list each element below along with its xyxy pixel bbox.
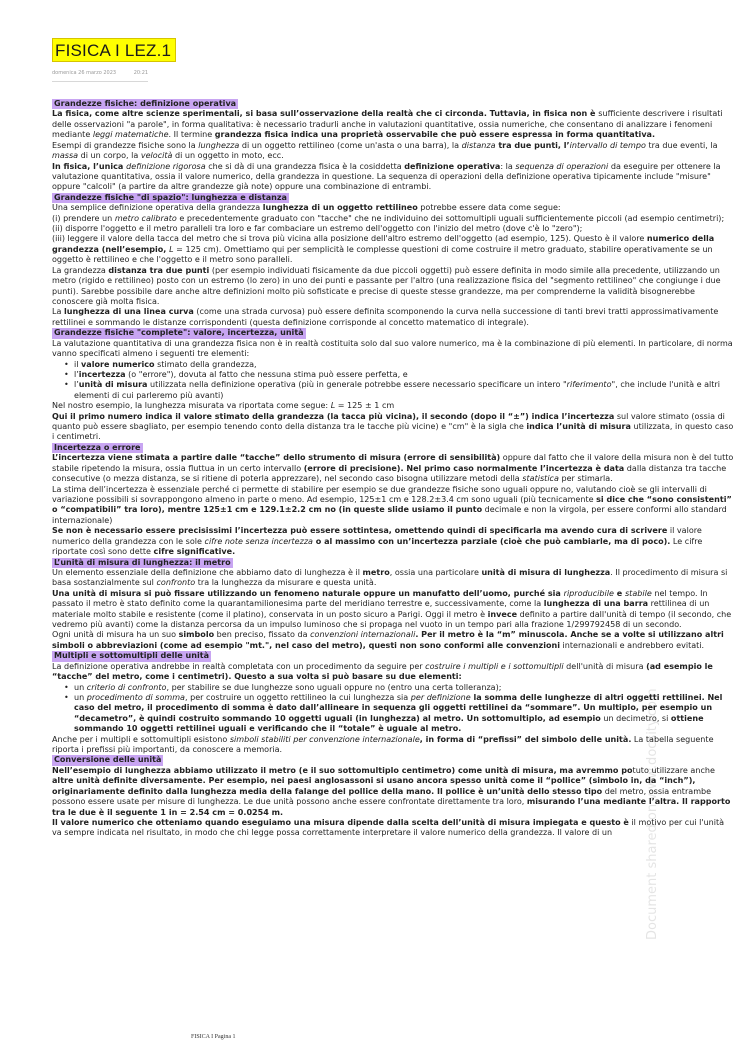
text-run: dalla distanza tra tacche consecutive (o mezza distanza, se si ritiene di poterla apprezzare), nel secondo caso bisogna utilizzare metodi della — [52, 463, 727, 484]
section-heading: Grandezze fisiche: definizione operativa — [54, 99, 237, 108]
page-title: FISICA I LEZ.1 — [52, 38, 176, 62]
text-run: si dice che “sono consistenti” o “compatibili” tra loro), mentre 125±1 cm e 129.1±2.2 cm no (in queste slide usiamo il punto — [52, 494, 732, 515]
text-run: L — [330, 401, 336, 411]
bullet-item — [66, 360, 736, 370]
text-run: cifre significative. — [153, 547, 236, 557]
bullet-item — [66, 693, 736, 735]
text-run: di un oggetto in moto, ecc. — [172, 151, 284, 161]
text-run: sequenza di operazioni — [515, 161, 609, 171]
text-run: confronto — [156, 578, 196, 588]
text-run: : la — [500, 161, 516, 171]
text-run: simbolo — [178, 630, 215, 640]
text-run: indica l’unità di misura — [526, 422, 631, 432]
text-run: procedimento di somma — [86, 692, 185, 702]
section-heading-row — [52, 651, 736, 661]
text-run: che si dà di una grandezza fisica è la cosiddetta — [205, 161, 405, 171]
text-run: (ii) disporre l'oggetto e il metro paralleli tra loro e far combaciare un estremo dell'oggetto con l'inizio del metro (dove c'è lo "zero"); — [52, 224, 583, 234]
note-date: domenica 26 marzo 2023 — [52, 70, 117, 76]
text-run: tra due eventi, la — [645, 140, 718, 150]
text-run: L’incertezza viene stimata a partire dalle “tacche” dello strumento di misura (errore di sensibilità) — [52, 453, 501, 463]
section-heading-row — [52, 328, 736, 338]
title-divider — [52, 81, 148, 82]
text-run: lunghezza di un oggetto rettilineo — [262, 203, 418, 213]
paragraph — [52, 589, 736, 631]
section-heading: Incertezza o errore — [54, 442, 141, 452]
text-run: utilizzata, in questo caso i centimetri. — [52, 422, 734, 442]
text-run: o al massimo con un’incertezza parziale (cioè che può cambiarle, ma di poco). — [312, 536, 671, 546]
text-run: Nel nostro esempio, la lunghezza misurata va riportata come segue: — [52, 401, 331, 411]
section-heading-row — [52, 443, 736, 453]
paragraph — [52, 307, 736, 328]
paragraph — [52, 203, 736, 213]
page — [52, 38, 736, 839]
text-run: La definizione operativa andrebbe in realtà completata con un procedimento da seguire per — [52, 661, 426, 671]
text-run: dell'unità di misura — [563, 661, 647, 671]
text-run: La tabella seguente riporta i prefissi più importanti, da conoscere a memoria. — [52, 734, 714, 755]
text-run: per definizione — [410, 692, 471, 702]
text-run: (i) prendere un — [52, 213, 115, 223]
text-run: altre unità definite diversamente. Per esempio, nei paesi anglosassoni si usano ancora spesso unità come il “pollice” (simbolo in, da “inch”), originariamente definito dalla lunghezza media della falange del pollice della mano. Il pollice è un’unità dello stesso tipo — [52, 776, 696, 796]
text-run: ", che include l'unità e altri elementi di cui parleremo più avanti) — [74, 380, 720, 400]
paragraph — [52, 485, 736, 527]
text-run: di un oggetto rettilineo (come un'asta o una barra), la — [239, 140, 462, 150]
text-run: Qui il primo numero indica il valore stimato della grandezza (la tacca più vicina), il secondo (dopo il “±”) indica l’incertezza — [52, 411, 615, 421]
section-heading-row — [52, 755, 736, 765]
paragraph — [52, 412, 736, 443]
text-run: sufficiente descrivere i risultati delle osservazioni "a parole", in forma qualitativa: è necessario tradurli anche in valutazioni quantitative, ossia numeriche, che consentano di analizzare i fenomeni mediante — [52, 109, 723, 140]
text-run: leggi matematiche — [92, 130, 169, 140]
note-time: 20:21 — [133, 70, 149, 76]
text-run: distanza — [461, 140, 496, 150]
text-run: il — [74, 359, 82, 369]
paragraph — [52, 453, 736, 484]
text-run: l’ — [74, 369, 79, 379]
text-run: da eseguire per ottenere la valutazione quantitativa, ossia il valore numerico, della grandezza in questione. La sequenza di operazioni della definizione operativa tipicamente include "misure" oppure "calcoli" (a partire da altre grandezze già note) oppure una combinazione di entrambi. — [52, 161, 721, 192]
text-run: distanza tra due punti — [108, 265, 210, 275]
text-run: la somma delle lunghezze di altri oggetti rettilinei. Nel caso del metro, il procedimento di somma è dato dall’allineare in sequenza gli oggetti rettilinei da “sommare”. Un multiplo, per esempio un “decametro”, è quindi costruito sommando 10 oggetti uguali (in lunghezza) al metro. Un sottomultiplo, ad esempio — [74, 692, 723, 723]
text-run: lunghezza di una linea curva — [63, 307, 194, 317]
text-run: stimato della grandezza, — [154, 359, 257, 369]
text-run: , per stabilire se due lunghezze sono uguali oppure no (entro una certa tolleranza); — [166, 682, 502, 692]
text-run: invece — [487, 609, 518, 619]
text-run: grandezza fisica indica una proprietà osservabile che può essere espressa in forma quantitativa. — [214, 130, 656, 140]
text-run: misurando l’una mediante l’altra. Il rapporto tra le due è il seguente 1 in = 2.54 cm = 0.0254 m. — [52, 797, 731, 817]
paragraph — [52, 214, 736, 224]
text-run: Nel primo caso normalmente l’incertezza è data — [403, 463, 625, 473]
text-run: La valutazione quantitativa di una grandezza fisica non è in realtà costituita solo dal suo valore numerico, ma è la combinazione di più elementi. In particolare, di norma vanno specificati almeno i seguenti tre elementi: — [52, 338, 733, 359]
text-run: massa — [52, 151, 79, 161]
text-run: ben preciso, fissato da — [214, 630, 311, 640]
text-run: criterio di confronto — [86, 682, 167, 692]
section-heading-row — [52, 193, 736, 203]
text-run: sul valore stimato (ossia di quanto può essere sbagliato, per esempio tenendo conto della distanza tra le tacche più vicine) e "cm" è la sigla che — [52, 411, 725, 432]
text-run: = 125 cm). Omettiamo qui per semplicità le complesse questioni di come costruire il metro graduato, stabilire operativamente se un oggetto è rettilineo e che l'oggetto e il metro sono paralleli. — [52, 244, 713, 265]
text-run: riproducibile — [563, 588, 614, 598]
text-run: oppure dal fatto che il valore della misura non è del tutto stabile ripetendo la misura, ossia fluttua in un certo intervallo — [52, 453, 734, 473]
text-run: , in forma di “prefissi” del simbolo delle unità. — [419, 734, 632, 744]
text-run: La fisica, come altre scienze sperimentali, si basa sull’osservazione della realtà che ci circonda. Tuttavia, in fisica non è — [52, 109, 599, 119]
text-run: lunghezza — [198, 140, 240, 150]
text-run: . Il termine — [168, 130, 215, 140]
text-run: il motivo per cui l'unità va sempre indicata nel risultato, in modo che chi legge possa correttamente interpretare il valore numerico della grandezza. Il valore di un — [52, 818, 725, 838]
text-run: metro — [362, 567, 390, 577]
text-run: = 125 ± 1 cm — [335, 401, 395, 411]
page-footer: FISICA I Pagina 1 — [191, 1034, 236, 1040]
text-run: cifre note senza incertezza — [204, 536, 313, 546]
text-run: Una unità di misura si può fissare utilizzando un fenomeno naturale oppure un manufatto dell’uomo, purché sia — [52, 588, 564, 598]
note-content — [52, 99, 736, 839]
text-run: definizione operativa — [404, 161, 501, 171]
text-run: decimale e non la virgola, per essere conformi allo standard internazionale) — [52, 505, 727, 525]
text-run: (per esempio individuati fisicamente da due piccoli oggetti) può essere definita in modo simile alla precedente, utilizzando un metro (rigido e rettilineo) posto con un estremo (lo zero) in uno dei punti e passante per l'altro (una realizzazione fisica del "segmento rettilineo" che congiunge i due punti). Sarebbe possibile dare anche altre definizioni molto più sofisticate e precise di queste stesse grandezze, ma per comprenderne la validità bisognerebbe conoscere già molta fisica. — [52, 265, 721, 306]
section-heading: Multipli e sottomultipli delle unità — [54, 651, 210, 661]
paragraph — [52, 568, 736, 589]
watermark — [645, 560, 660, 950]
bullet-item — [66, 370, 736, 380]
text-run: ottiene sommando 10 oggetti rettilinei uguali e verificando che il “totale” è uguale al metro. — [74, 713, 704, 734]
text-run: Le cifre riportate così sono dette — [52, 536, 703, 557]
text-run: (o "errore"), dovuta al fatto che nessuna stima può essere perfetta, e — [125, 369, 408, 379]
text-run: L — [169, 244, 174, 254]
paragraph — [52, 818, 736, 839]
text-run: (iii) leggere il valore della tacca del metro che si trova più vicina alla posizione dell'altro estremo dell'oggetto (ad esempio, 125). Questo è il valore — [52, 234, 647, 244]
paragraph — [52, 162, 736, 193]
section-heading-row — [52, 99, 736, 109]
bullet-item — [66, 380, 736, 401]
paragraph — [52, 109, 736, 140]
text-run: unità di misura di lunghezza — [481, 567, 611, 577]
text-run: Se non è necessario essere precisissimi l’incertezza può essere sottintesa, omettendo quindi di specificarla ma avendo cura di scrivere — [52, 526, 668, 536]
paragraph — [52, 141, 736, 162]
text-run: tra la lunghezza da misurare e questa unità. — [195, 578, 377, 588]
text-run: La stima dell’incertezza è essenziale perché ci permette di stabilire per esempio se due grandezze fisiche sono uguali oppure no, valutando cioè se gli intervalli di variazione possibili si sovrappongono almeno in parte o meno. Ad esempio, 125±1 cm e 128.2±3.4 cm sono uguali (più tecnicamente — [52, 484, 707, 504]
text-run: definito a partire dall'unità di tempo (il secondo, che vedremo più avanti) come la distanza percorsa da un impulso luminoso che si propaga nel vuoto in un tempo pari alla frazione 1/299792458 di un secondo. — [52, 609, 732, 630]
text-run: Nell’esempio di lunghezza abbiamo utilizzato il metro (e il suo sottomultiplo centimetro) come unità di misura, ma avremmo po — [52, 765, 633, 775]
text-run: l’ — [74, 380, 79, 390]
text-run: utilizzata nella definizione operativa (più in generale potrebbe essere necessario specificare un intero " — [147, 380, 567, 390]
text-run: tra due punti, l’ — [495, 140, 570, 150]
paragraph — [52, 735, 736, 756]
text-run: lunghezza di una barra — [543, 599, 649, 609]
text-run: Una semplice definizione operativa della grandezza — [52, 203, 263, 213]
text-run: stabile — [624, 588, 652, 598]
text-run: definizione rigorosa — [126, 161, 206, 171]
paragraph — [52, 339, 736, 360]
section-heading-row — [52, 558, 736, 568]
text-run: valore numerico — [81, 359, 155, 369]
text-run: rettilinea di un materiale molto stabile e resistente (come il platino), conservata in un posto sicuro a Parigi. Oggi il metro è — [52, 599, 710, 619]
text-run: In fisica, l’unica — [52, 161, 127, 171]
bullet-list — [52, 360, 736, 402]
text-run: (come una strada curvosa) può essere definita scomponendo la curva nella successione di tanti brevi tratti approssimativamente rettilinei e sommando le distanze corrispondenti (questa definizione corrisponde al concetto matematico di integrale). — [52, 307, 719, 327]
text-run: . Per il metro è la “m” minuscola. Anche se a volte si utilizzano altri simboli o abbreviazioni (come ad esempio "mt.", nel caso del metro), questi non sono conformi alle convenzioni — [52, 630, 724, 650]
text-run: Esempi di grandezze fisiche sono la — [52, 140, 199, 150]
section-heading: L’unità di misura di lunghezza: il metro — [54, 557, 231, 567]
text-run: un — [74, 682, 87, 692]
text-run: riferimento — [566, 380, 612, 390]
text-run: (ad esempio le “tacche” del metro, come i centimetri). Questo a sua volta si può basare su due elementi: — [52, 661, 713, 682]
text-run: unità di misura — [78, 380, 148, 390]
text-run: un — [74, 692, 87, 702]
paragraph — [52, 234, 736, 265]
text-run: simboli stabiliti per convenzione internazionale — [229, 734, 420, 744]
text-run: e precedentemente graduato con "tacche" che ne individuino dei sottomultipli uguali sufficientemente piccoli (ad esempio centimetri); — [176, 213, 725, 223]
text-run: internazionali e andrebbero evitati. — [559, 640, 705, 650]
section-heading: Conversione delle unità — [54, 755, 162, 765]
text-run: Anche per i multipli e sottomultipli esistono — [52, 734, 230, 744]
text-run: velocità — [140, 151, 173, 161]
watermark-text: Document shared on www.docsity.com — [645, 688, 660, 940]
paragraph — [52, 526, 736, 557]
paragraph — [52, 662, 736, 683]
text-run: , ossia una particolare — [389, 567, 482, 577]
paragraph — [52, 224, 736, 234]
text-run: metro calibrato — [114, 213, 177, 223]
text-run: nel tempo. In passato il metro è stato definito come la quarantamilionesima parte del meridiano terrestre e, successivamente, come la — [52, 588, 708, 609]
text-run: tuto utilizzare anche — [632, 765, 715, 775]
note-metadata — [52, 70, 736, 78]
paragraph — [52, 266, 736, 308]
text-run: un decimetro, si — [600, 713, 671, 723]
text-run: statistica — [522, 474, 559, 484]
paragraph — [52, 401, 736, 411]
text-run: il valore numerico della grandezza con le sole — [52, 526, 702, 546]
text-run: incertezza — [78, 369, 126, 379]
text-run: . Il procedimento di misura si basa sostanzialmente sul — [52, 567, 728, 588]
text-run: e — [613, 588, 625, 598]
text-run: potrebbe essere data come segue: — [417, 203, 561, 213]
text-run: , per costruire un oggetto rettilineo la cui lunghezza sia — [184, 692, 411, 702]
text-run: (errore di precisione). — [303, 463, 404, 473]
text-run: numerico della grandezza (nell’esempio, — [52, 234, 715, 254]
text-run: per stimarla. — [558, 474, 613, 484]
section-heading: Grandezze fisiche "di spazio": lunghezza e distanza — [54, 192, 287, 202]
text-run: costruire i multipli e i sottomultipli — [425, 661, 564, 671]
bullet-list — [52, 683, 736, 735]
text-run: Un elemento essenziale della definizione che abbiamo dato di lunghezza è il — [52, 567, 363, 577]
bullet-item — [66, 683, 736, 693]
section-heading: Grandezze fisiche "complete": valore, incertezza, unità — [54, 328, 304, 338]
paragraph — [52, 766, 736, 818]
text-run: La — [52, 307, 64, 317]
text-run: Ogni unità di misura ha un suo — [52, 630, 179, 640]
text-run: del metro, ossia entrambe possono essere usate per misure di lunghezza. Le due unità possono anche essere confrontate direttamente tra loro, — [52, 786, 712, 807]
text-run: convenzioni internazionali — [310, 630, 416, 640]
paragraph — [52, 630, 736, 651]
text-run: La grandezza — [52, 265, 109, 275]
text-run: Il valore numerico che otteniamo quando eseguiamo una misura dipende dalla scelta dell’unità di misura impiegata e questo è — [52, 818, 629, 827]
text-run: di un corpo, la — [78, 151, 141, 161]
text-run: intervallo di tempo — [569, 140, 646, 150]
